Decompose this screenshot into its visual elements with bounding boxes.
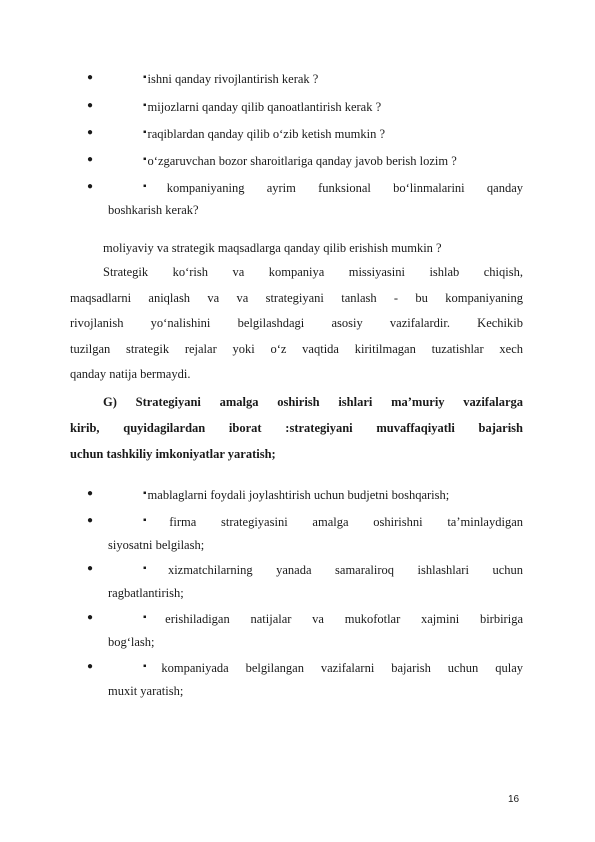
list-item: ▪mablaglarni foydali joylashtirish uchun budjetni boshqarish; [143,488,450,502]
bullet-marker: ● [87,515,94,526]
bullet-marker: ● [87,181,94,192]
list-item: ▪kompaniyaning ayrim funksional bo‘linmalarini qanday [143,181,523,195]
page-number: 16 [508,794,520,805]
paragraph-line: Strategik ko‘rish va kompaniya missiyasini ishlab chiqish, [103,265,523,279]
list-item: ▪erishiladigan natijalar va mukofotlar xajmini birbiriga [143,612,523,626]
bullet-marker: ● [87,488,94,499]
paragraph-line: rivojlanish yo‘nalishini belgilashdagi asosiy vazifalardir. Kechikib [70,316,523,330]
bullet-marker: ● [87,563,94,574]
section-heading: kirib, quyidagilardan iborat :strategiyani muvaffaqiyatli bajarish [70,421,523,435]
list-item-continuation: boshkarish kerak? [108,203,199,217]
list-item-continuation: muxit yaratish; [108,684,184,698]
list-item: ▪o‘zgaruvchan bozor sharoitlariga qanday javob berish lozim ? [143,154,457,168]
list-item: ▪ishni qanday rivojlantirish kerak ? [143,72,319,86]
list-item: ▪mijozlarni qanday qilib qanoatlantirish kerak ? [143,100,382,114]
list-item: ▪xizmatchilarning yanada samaraliroq ishlashlari uchun [143,563,523,577]
paragraph-line: qanday natija bermaydi. [70,367,191,381]
question-line: moliyaviy va strategik maqsadlarga qanday qilib erishish mumkin ? [103,241,442,255]
bullet-marker: ● [87,661,94,672]
bullet-marker: ● [87,127,94,138]
list-item: ▪firma strategiyasini amalga oshirishni ta’minlaydigan [143,515,524,529]
paragraph-line: maqsadlarni aniqlash va va strategiyani tanlash - bu kompaniyaning [70,291,523,305]
bullet-marker: ● [87,612,94,623]
bullet-marker: ● [87,100,94,111]
section-heading: uchun tashkiliy imkoniyatlar yaratish; [70,447,276,461]
bullet-marker: ● [87,72,94,83]
bullet-marker: ● [87,154,94,165]
list-item: ▪kompaniyada belgilangan vazifalarni bajarish uchun qulay [143,661,523,675]
list-item-continuation: ragbatlantirish; [108,586,184,600]
paragraph-line: tuzilgan strategik rejalar yoki o‘z vaqtida kiritilmagan tuzatishlar xech [70,342,523,356]
list-item: ▪raqiblardan qanday qilib o‘zib ketish mumkin ? [143,127,385,141]
list-item-continuation: bog‘lash; [108,635,155,649]
list-item-continuation: siyosatni belgilash; [108,538,205,552]
section-heading: G) Strategiyani amalga oshirish ishlari ma’muriy vazifalarga [103,395,523,409]
